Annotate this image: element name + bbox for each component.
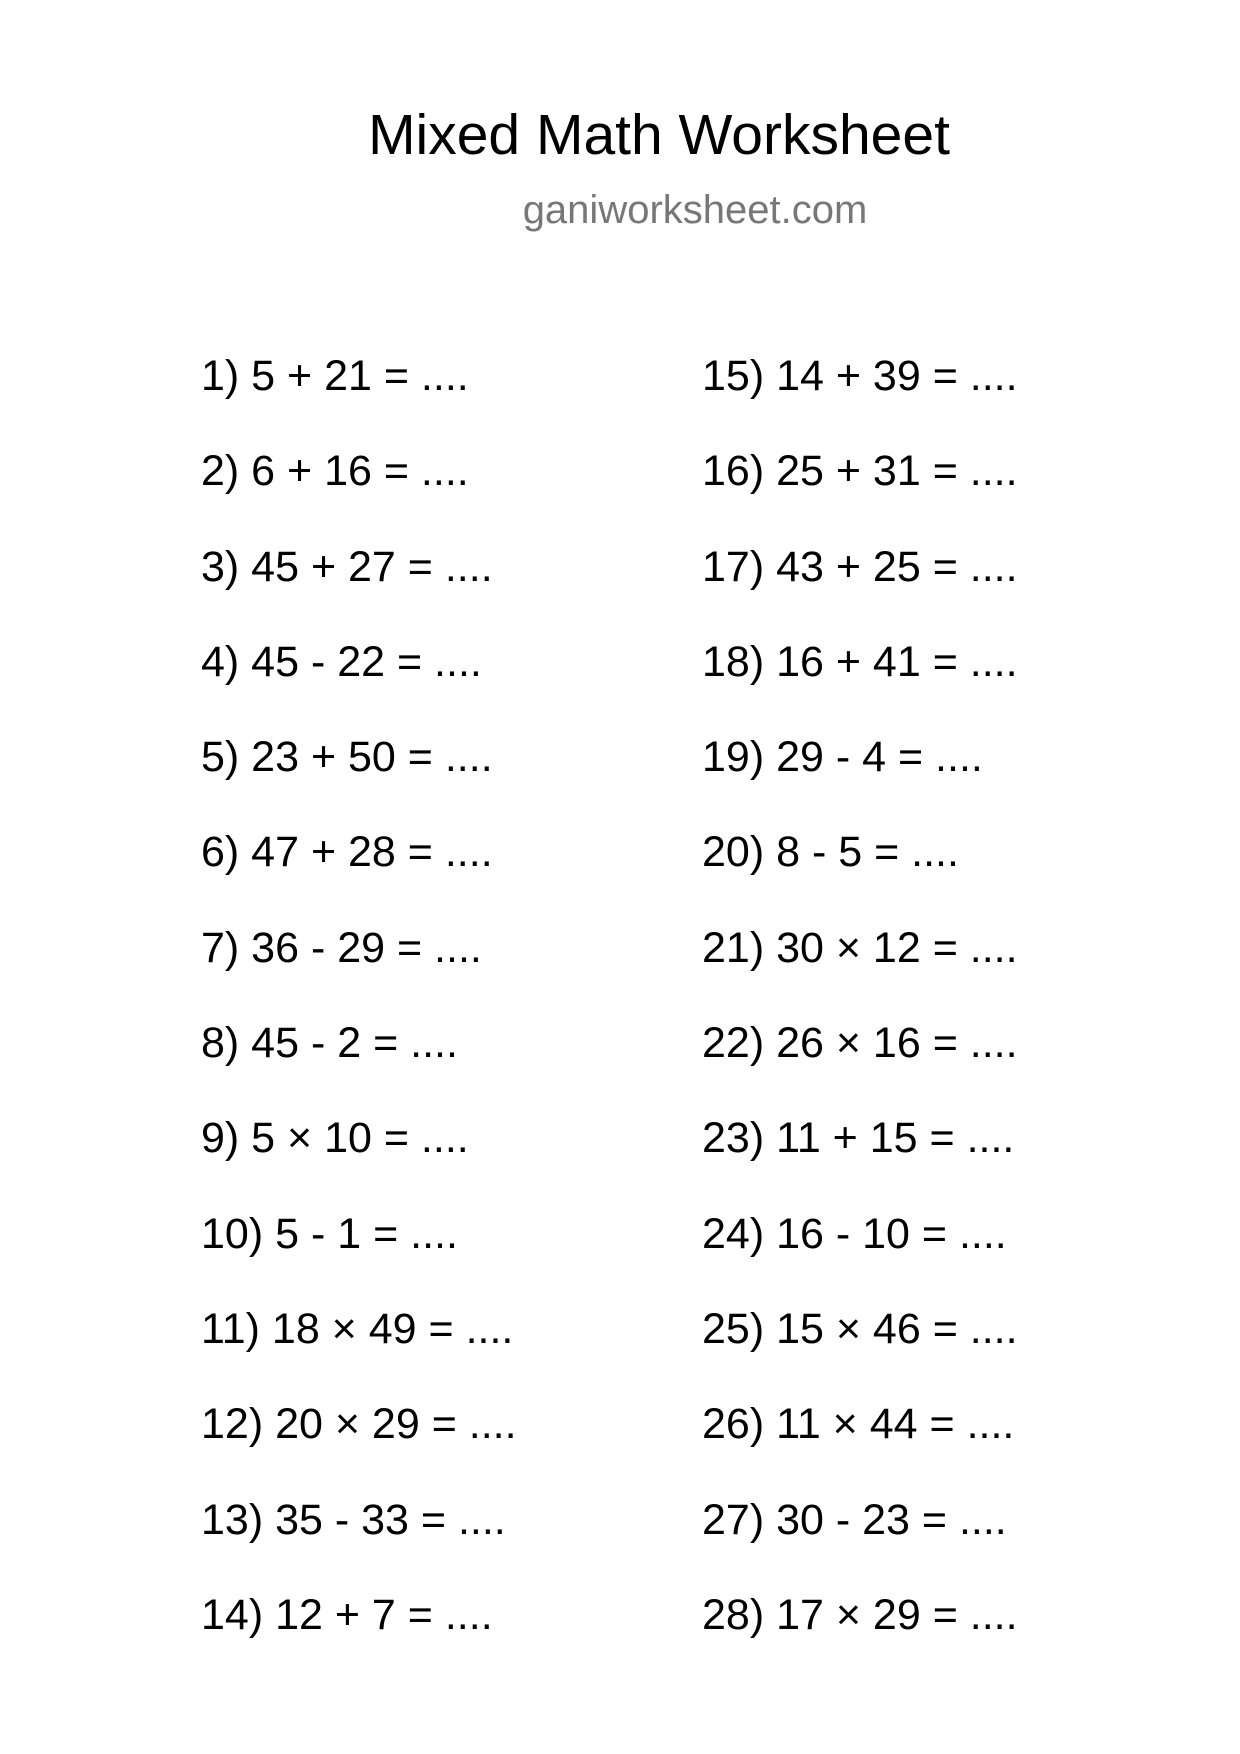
problem-item: 11) 18 × 49 = .... — [201, 1304, 514, 1353]
problem-item: 7) 36 - 29 = .... — [201, 923, 482, 972]
problem-item: 17) 43 + 25 = .... — [702, 542, 1018, 591]
problem-item: 21) 30 × 12 = .... — [702, 923, 1018, 972]
problem-item: 10) 5 - 1 = .... — [201, 1209, 458, 1258]
problem-item: 25) 15 × 46 = .... — [702, 1304, 1018, 1353]
problem-item: 23) 11 + 15 = .... — [702, 1114, 1015, 1163]
problem-item: 1) 5 + 21 = .... — [201, 352, 469, 400]
problem-item: 20) 8 - 5 = .... — [702, 828, 959, 877]
problem-item: 12) 20 × 29 = .... — [201, 1400, 517, 1449]
problem-item: 14) 12 + 7 = .... — [201, 1590, 493, 1639]
problem-item: 2) 6 + 16 = .... — [201, 447, 469, 496]
problem-item: 6) 47 + 28 = .... — [201, 828, 493, 877]
problems-left-column — [201, 346, 517, 1680]
worksheet-title: Mixed Math Worksheet — [368, 103, 950, 167]
problem-item: 5) 23 + 50 = .... — [201, 733, 493, 782]
problem-item: 8) 45 - 2 = .... — [201, 1019, 458, 1068]
problem-item: 9) 5 × 10 = .... — [201, 1114, 469, 1163]
problems-right-column — [702, 346, 1018, 1680]
problem-item: 13) 35 - 33 = .... — [201, 1495, 506, 1544]
problem-item: 27) 30 - 23 = .... — [702, 1495, 1007, 1544]
problem-item: 19) 29 - 4 = .... — [702, 733, 983, 782]
problem-item: 3) 45 + 27 = .... — [201, 542, 493, 591]
problem-item: 28) 17 × 29 = .... — [702, 1590, 1018, 1639]
problem-item: 15) 14 + 39 = .... — [702, 352, 1018, 400]
worksheet-source: ganiworksheet.com — [522, 188, 868, 232]
problem-item: 24) 16 - 10 = .... — [702, 1209, 1007, 1258]
problem-item: 26) 11 × 44 = .... — [702, 1400, 1015, 1449]
problem-item: 18) 16 + 41 = .... — [702, 637, 1018, 686]
problem-item: 22) 26 × 16 = .... — [702, 1019, 1018, 1068]
problem-item: 4) 45 - 22 = .... — [201, 637, 482, 686]
problem-item: 16) 25 + 31 = .... — [702, 447, 1018, 496]
